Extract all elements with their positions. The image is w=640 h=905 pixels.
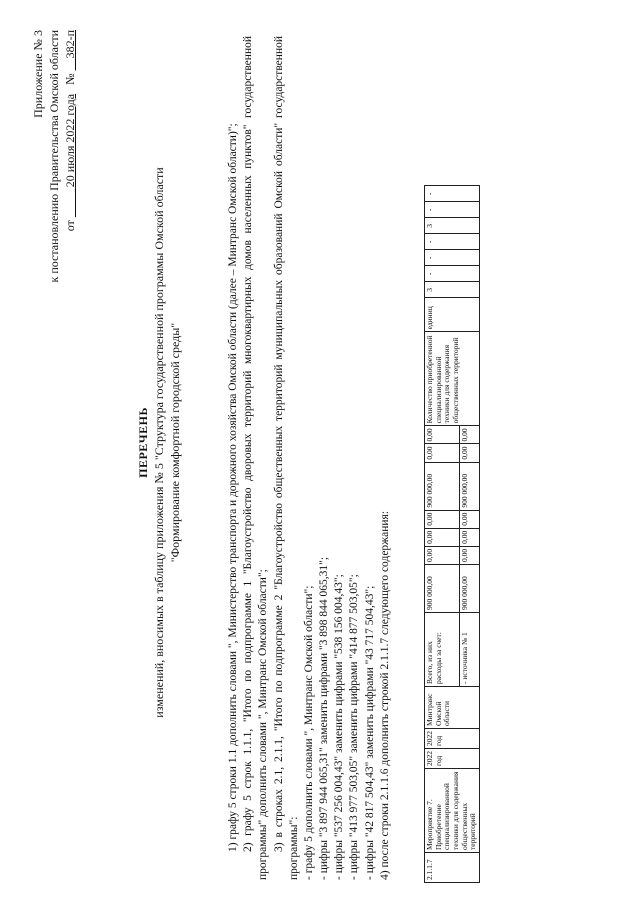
funding-2022-cell: 0,00 [459, 510, 479, 528]
document-title [135, 40, 184, 845]
table-row [425, 186, 460, 883]
indicator-value-cell: 3 [425, 218, 480, 234]
funding-2025-cell: 0,00 [459, 426, 479, 444]
year-end-cell: 2022 год [425, 729, 480, 749]
title-main: ПЕРЕЧЕНЬ [136, 407, 150, 478]
executor-cell: Минтранс Омской области [425, 687, 480, 729]
row-id-cell: 2.1.1.7 [425, 853, 480, 883]
funding-2021-cell: 0,00 [425, 528, 460, 546]
paragraph-4: 4) после строки 2.1.1.6 дополнить строкой 2.1.1.7 следующего содержания: [378, 510, 391, 880]
target-cell: 3 [425, 282, 480, 298]
event-name-cell: Мероприятие 7. Приобретение специализированной техники для содержания общественных территорий [425, 769, 480, 853]
program-structure-table [424, 185, 480, 883]
date-prefix: от [63, 220, 78, 232]
appendix-resolution-ref: к постановлению Правительства Омской области [47, 30, 62, 283]
paragraph-1: 1) графу 5 строки 1.1 дополнить словами ", Министерство транспорта и дорожного хозяйства Омской области (далее – Минтранс Омской области)"; [227, 123, 239, 852]
resolution-date: 20 июля 2022 года [63, 93, 78, 188]
funding-2025-cell: 0,00 [425, 426, 460, 444]
paragraph-3: 3) в строках 2.1, 2.1.1, "Итого по подпрограмме 2 "Благоустройство общественных территорий муниципальных образований Омской области" государственной программы": [272, 36, 300, 880]
funding-label-cell: Всего, из них расходы за счет: [425, 613, 460, 687]
funding-2023-cell: 900 000,00 [425, 462, 460, 510]
number-prefix: № [63, 73, 78, 85]
funding-2021-cell: 0,00 [459, 528, 479, 546]
list-item: - цифры "42 817 504,43" заменить цифрами "43 717 504,43"; [363, 585, 376, 880]
resolution-number: 382-п [63, 30, 78, 59]
indicator-value-cell: - [425, 266, 480, 282]
funding-total-cell: 900 000,00 [425, 565, 460, 613]
document-body [226, 36, 393, 880]
list-item: - цифры "537 256 004,43" заменить цифрами "538 156 004,43"; [333, 574, 346, 880]
paragraph-2: 2) графу 5 строк 1.1.1, "Итого по подпрограмме 1 "Благоустройство дворовых территорий многоквартирных домов населенных пунктов" государственной программы" дополнить словами ", Минтранс Омской области"; [242, 36, 270, 880]
title-line-2: изменений, вносимых в таблицу приложения № 5 "Структура государственной программы Омской области [152, 167, 167, 718]
indicator-value-cell: - [425, 250, 480, 266]
funding-total-cell: 900 000,00 [459, 565, 479, 613]
funding-2023-cell: 900 000,00 [459, 462, 479, 510]
appendix-date-line [62, 30, 78, 360]
list-item: - цифры "413 977 503,05" заменить цифрами "414 877 503,05"; [348, 574, 361, 880]
funding-2022-cell: 0,00 [425, 510, 460, 528]
indicator-value-cell: - [425, 202, 480, 218]
list-item: - цифры "3 897 944 065,31" заменить цифрами "3 898 844 065,31"; [318, 556, 331, 880]
unit-cell: единиц [425, 298, 480, 332]
title-line-3: "Формирование комфортной городской среды" [168, 322, 183, 563]
list-item: - графу 5 дополнить словами ", Минтранс Омской области"; [302, 585, 315, 880]
funding-2024-cell: 0,00 [459, 444, 479, 462]
indicator-value-cell: - [425, 186, 480, 202]
funding-label-cell: - источника № 1 [459, 613, 479, 687]
funding-2020-cell: 0,00 [425, 546, 460, 564]
indicator-value-cell: - [425, 234, 480, 250]
year-start-cell: 2022 год [425, 749, 480, 769]
appendix-header [30, 30, 79, 360]
appendix-number: Приложение № 3 [31, 30, 45, 118]
funding-2024-cell: 0,00 [425, 444, 460, 462]
indicator-cell: Количество приобретенной специализированной техники для содержания общественных территорий [425, 332, 480, 426]
funding-2020-cell: 0,00 [459, 546, 479, 564]
